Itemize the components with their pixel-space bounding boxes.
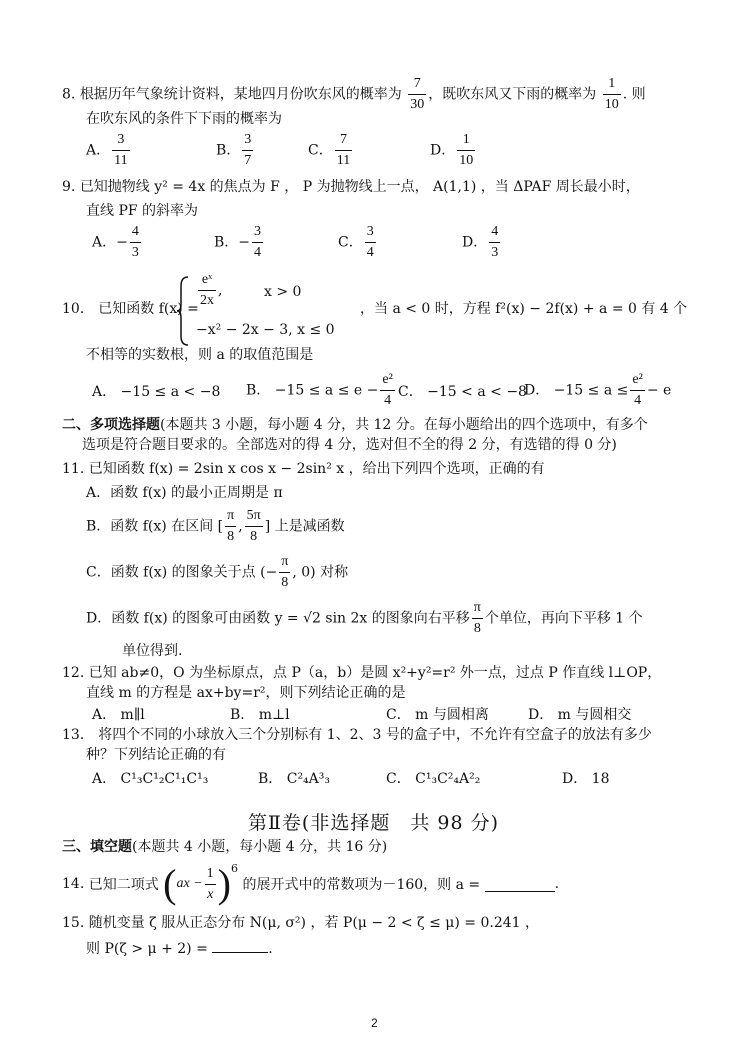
section-3-line [62, 838, 387, 856]
section-2-line1 [62, 416, 648, 434]
q14-prefix: 已知二项式 [88, 877, 159, 893]
page-number: 2 [371, 1016, 378, 1030]
q8-line1 [62, 74, 646, 115]
q10-option-c[interactable]: C． −15 < a < −8 [398, 384, 527, 400]
q11-line1 [62, 460, 545, 478]
q10-number: 10． [62, 301, 94, 317]
q10-option-a[interactable]: A． −15 ≤ a < −8 [92, 384, 221, 400]
q9-option-d[interactable]: D． $\frac{4}{3}$ [462, 224, 499, 260]
q11-option-b[interactable]: B．函数 f(x) 在区间 [ $\frac{\pi}{8}$ , $\frac{5\pi}{8}$ ] 上是减函数 [86, 508, 345, 544]
section-3-desc: (本题共 4 小题，每小题 4 分，共 16 分) [132, 839, 388, 855]
section-2-title: 二、多项选择题 [62, 417, 160, 433]
q14-number: 14. [62, 876, 85, 892]
q11-option-d[interactable]: D．函数 f(x) 的图象可由函数 y = √2 sin 2x 的图象向右平移 $\frac{\pi}{8}$ 个单位，再向下平移 1 个 [86, 600, 643, 636]
q14-base: ax − [176, 876, 203, 891]
q15-period: . [268, 941, 273, 957]
q15-number: 15. [62, 915, 85, 931]
q12-option-a[interactable]: A． m∥l [92, 707, 145, 723]
q10-suffix: ，当 a < 0 时，方程 f²(x) − 2f(x) + a = 0 有 4 个 [360, 301, 688, 317]
q13-option-b[interactable]: B． C²₄A³₃ [258, 771, 331, 787]
section-2-desc2: 选项是符合题目要求的。全部选对的得 4 分，选对但不全的得 2 分，有选错的得 0 分) [82, 437, 617, 453]
q11-text: 已知函数 f(x) = 2sin x cos x − 2sin² x ，给出下列四个选项，正确的有 [88, 461, 545, 477]
q12-line2: 直线 m 的方程是 ax+by=r²，则下列结论正确的是 [86, 685, 406, 701]
q14-answer-blank[interactable] [485, 877, 555, 892]
section-3-title: 三、填空题 [62, 839, 132, 855]
q15-line1 [62, 914, 539, 932]
q9-option-a[interactable]: A．− $\frac{4}{3}$ [92, 224, 139, 260]
q14-line: 14. 已知二项式 (ax − $\frac{1}{x}$ )$^6$ 的展开式中的常数项为－160，则 a = . [62, 861, 560, 906]
q8-line2: 在吹东风的条件下下雨的概率为 [86, 111, 282, 127]
q13-line2: 种？下列结论正确的有 [86, 747, 226, 763]
q13-option-c[interactable]: C． C¹₃C²₄A²₂ [386, 771, 481, 787]
q15-text: 随机变量 ζ 服从正态分布 N(μ, σ²) ，若 P(μ − 2 < ζ ≤ μ) = 0.241 ， [88, 915, 539, 931]
q13-line1 [62, 726, 652, 744]
q10-case-1-condition: x > 0 [264, 284, 302, 300]
q8-option-a[interactable]: A． $\frac{3}{11}$ [86, 132, 128, 168]
q8-number: 8. [62, 86, 76, 103]
q10-line2: 不相等的实数根，则 a 的取值范围是 [86, 347, 314, 363]
q12-option-c[interactable]: C． m 与圆相离 [386, 707, 489, 723]
q12-line1 [62, 664, 661, 682]
q12-option-b[interactable]: B． m⊥l [230, 707, 290, 723]
q9-option-c[interactable]: C． $\frac{3}{4}$ [338, 224, 374, 260]
q13-option-d[interactable]: D． 18 [562, 771, 610, 787]
q13-option-a[interactable]: A． C¹₃C¹₂C¹₁C¹₃ [92, 771, 209, 787]
q10-option-d[interactable]: D． −15 ≤ a ≤ $\frac{\text{e²}}{4}$ − e [524, 372, 672, 408]
q9-text: 已知抛物线 y² = 4x 的焦点为 F ， P 为抛物线上一点， A(1,1) ，当 ΔPAF 周长最小时， [79, 179, 640, 195]
q8-text-a: 根据历年气象统计资料，某地四月份吹东风的概率为 [79, 86, 402, 103]
q9-option-b[interactable]: B．− $\frac{3}{4}$ [214, 224, 262, 260]
q13-text: 将四个不同的小球放入三个分别标有 1、2、3 号的盒子中，不允许有空盒子的放法有多少 [98, 727, 652, 743]
q10-case-1: $\frac{\text{eˣ}}{2x}$ , [200, 272, 223, 308]
q10-case-2: −x² − 2x − 3, x ≤ 0 [196, 322, 335, 338]
section-2-desc1: (本题共 3 小题，每小题 4 分，共 12 分。在每小题给出的四个选项中，有多个 [160, 417, 648, 433]
q8-fraction-2: $\frac{1}{10}$ [604, 76, 619, 112]
q10-option-b[interactable]: B． −15 ≤ a ≤ e − $\frac{\text{e²}}{4}$ [246, 372, 393, 408]
q15-line2 [86, 938, 273, 958]
q11-option-d-line2: 单位得到. [122, 643, 183, 659]
q14-suffix: 的展开式中的常数项为－160，则 a = [242, 877, 481, 893]
q11-option-a[interactable]: A．函数 f(x) 的最小正周期是 π [86, 485, 283, 501]
q12-option-d[interactable]: D． m 与圆相交 [528, 707, 632, 723]
q15-line2-text: 则 P(ζ > μ + 2) = [86, 941, 208, 957]
q11-option-c[interactable]: C．函数 f(x) 的图象关于点 (− $\frac{\pi}{8}$ , 0) 对称 [86, 554, 349, 590]
q8-option-c[interactable]: C． $\frac{7}{11}$ [308, 132, 351, 168]
q9-line1 [62, 178, 640, 196]
q10-brace-icon [176, 276, 190, 346]
q8-option-d[interactable]: D． $\frac{1}{10}$ [430, 132, 474, 168]
q8-text-b: ，既吹东风又下雨的概率为 [428, 86, 597, 103]
q9-number: 9. [62, 179, 76, 195]
q14-exponent: 6 [231, 862, 238, 875]
q10-prefix: 已知函数 f(x) = [98, 301, 199, 317]
q8-text-c: . 则 [622, 86, 646, 103]
part-2-title: 第Ⅱ卷(非选择题 共 98 分) [248, 812, 499, 834]
q11-number: 11. [62, 461, 85, 477]
q12-number: 12. [62, 665, 85, 681]
q9-line2: 直线 PF 的斜率为 [86, 203, 199, 219]
q15-answer-blank[interactable] [212, 938, 268, 953]
q14-period: . [554, 876, 560, 892]
q12-text: 已知 ab≠0，O 为坐标原点，点 P（a，b）是圆 x²+y²=r² 外一点，过点 P 作直线 l⊥OP， [88, 665, 662, 681]
q14-fraction: $\frac{1}{x}$ [206, 865, 214, 902]
q8-option-b[interactable]: B． $\frac{3}{7}$ [216, 132, 252, 168]
q8-fraction-1: $\frac{7}{30}$ [410, 76, 425, 112]
q13-number: 13． [62, 727, 94, 743]
